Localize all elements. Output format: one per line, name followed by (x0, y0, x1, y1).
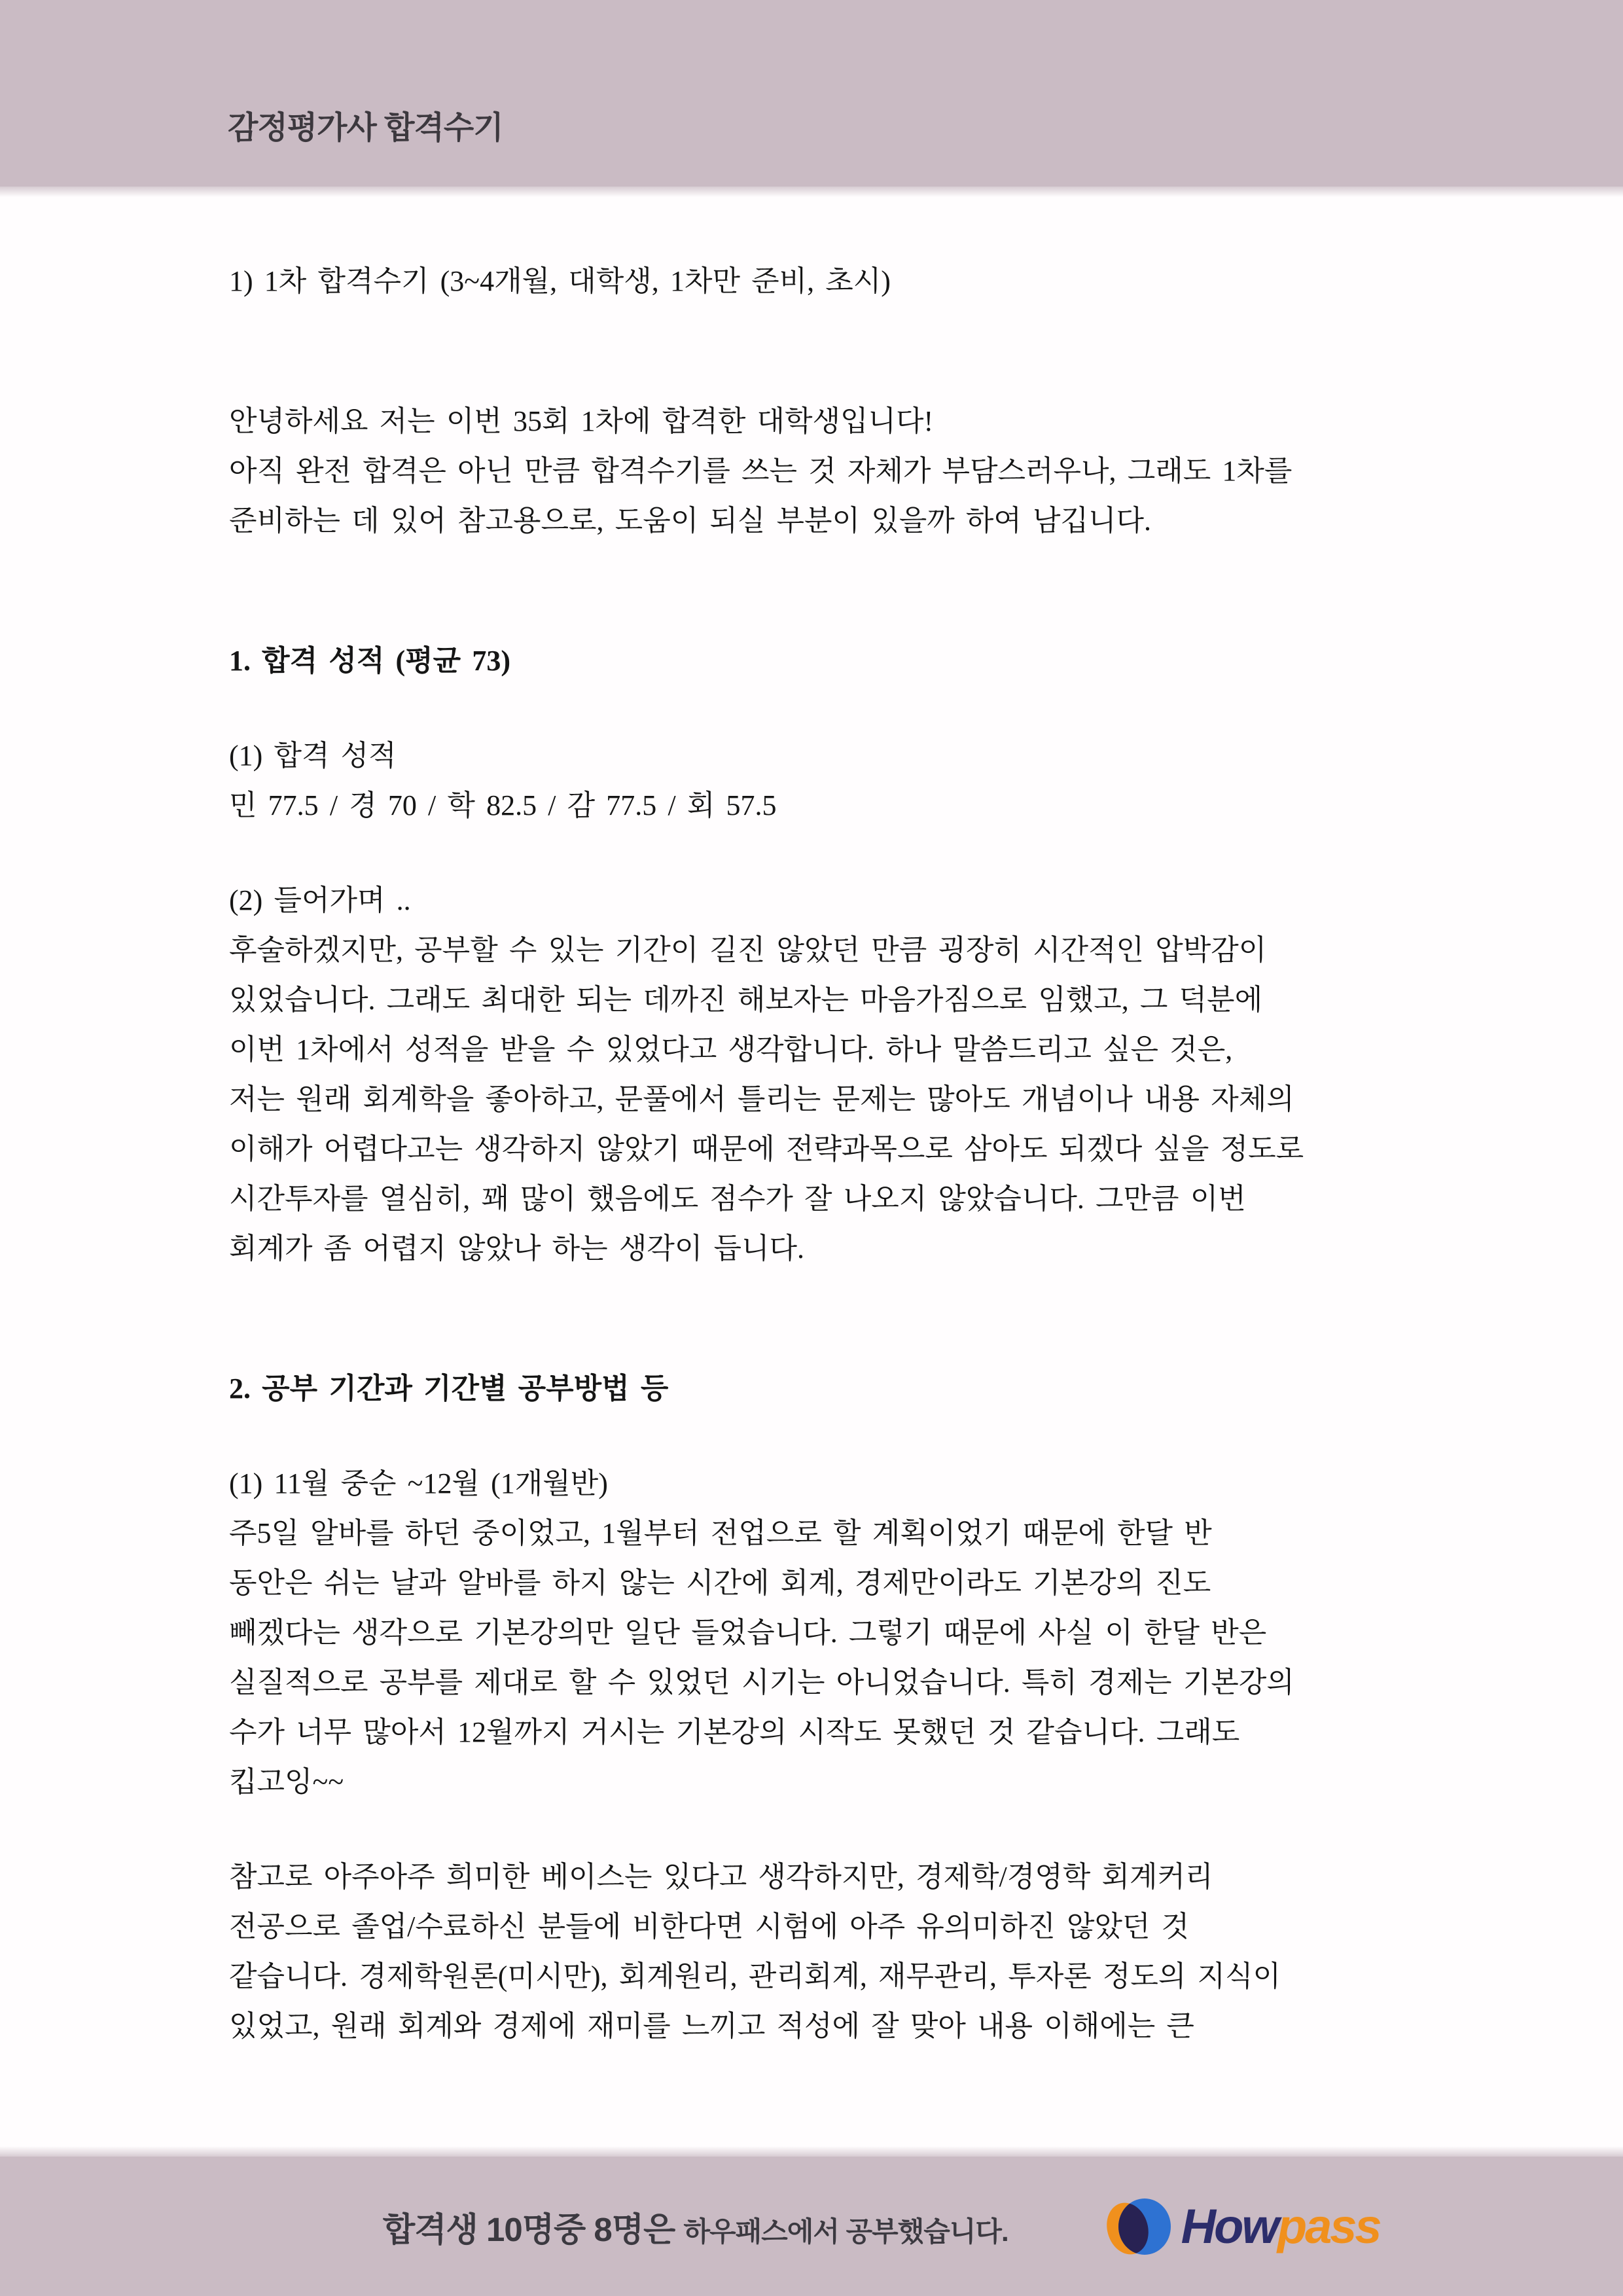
text-line: 안녕하세요 저는 이번 35회 1차에 합격한 대학생입니다! (229, 405, 934, 437)
text-line: 실질적으로 공부를 제대로 할 수 있었던 시기는 아니었습니다. 특히 경제는 기본강의 (229, 1666, 1294, 1698)
blank-line (229, 686, 1400, 731)
blank-line (229, 1414, 1400, 1459)
blank-line (229, 1807, 1400, 1852)
howpass-logo (1101, 2191, 1380, 2262)
text-line: 준비하는 데 있어 참고용으로, 도움이 되실 부분이 있을까 하여 남깁니다. (229, 505, 1152, 537)
blank-line (229, 591, 1400, 636)
howpass-word-pass: pass (1277, 2198, 1380, 2253)
text-line: 시간투자를 열심히, 꽤 많이 했음에도 점수가 잘 나오지 않았습니다. 그만큼 이번 (229, 1183, 1246, 1215)
text-line: 이해가 어렵다고는 생각하지 않았기 때문에 전략과목으로 삼아도 되겠다 싶을 정도로 (229, 1133, 1304, 1165)
footer-stat-highlight: 합격생 10명중 8명은 (383, 2210, 684, 2248)
text-line: 빼겠다는 생각으로 기본강의만 일단 들었습니다. 그렇기 때문에 사실 이 한달 반은 (229, 1617, 1267, 1649)
text-line: 동안은 쉬는 날과 알바를 하지 않는 시간에 회계, 경제만이라도 기본강의 진도 (229, 1567, 1211, 1599)
text-line: 킵고잉~~ (229, 1766, 344, 1798)
text-line: 저는 원래 회계학을 좋아하고, 문풀에서 틀리는 문제는 많아도 개념이나 내용 자체의 (229, 1083, 1294, 1115)
text-line: 있었고, 원래 회계와 경제에 재미를 느끼고 적성에 잘 맞아 내용 이해에는 큰 (229, 2010, 1194, 2042)
text-line: 수가 너무 많아서 12월까지 거시는 기본강의 시작도 못했던 것 같습니다. 그래도 (229, 1716, 1240, 1748)
blank-line (229, 306, 1400, 351)
text-line: 같습니다. 경제학원론(미시만), 회계원리, 관리회계, 재무관리, 투자론 정도의 지식이 (229, 1960, 1281, 1992)
text-line: 회계가 좀 어렵지 않았나 하는 생각이 듭니다. (229, 1232, 805, 1265)
section-heading: 1. 합격 성적 (평균 73) (229, 645, 510, 677)
footer-stat-suffix: 하우패스에서 공부했습니다. (683, 2215, 1008, 2247)
footer-band (0, 2157, 1623, 2296)
howpass-word-how: How (1181, 2198, 1277, 2253)
text-line: 참고로 아주아주 희미한 베이스는 있다고 생각하지만, 경제학/경영학 회계커리 (229, 1861, 1213, 1893)
page-title: 감정평가사 합격수기 (228, 111, 503, 145)
text-line: 아직 완전 합격은 아닌 만큼 합격수기를 쓰는 것 자체가 부담스러우나, 그래도 1차를 (229, 455, 1293, 487)
blank-line (229, 351, 1400, 397)
section-heading: 2. 공부 기간과 기간별 공부방법 등 (229, 1372, 669, 1405)
document-body (229, 257, 1400, 2051)
footer-content (0, 2157, 1623, 2296)
text-line: 민 77.5 / 경 70 / 학 82.5 / 감 77.5 / 회 57.5 (229, 789, 777, 821)
text-line: 이번 1차에서 성적을 받을 수 있었다고 생각합니다. 하나 말씀드리고 싶은 것은, (229, 1033, 1233, 1066)
text-line: 전공으로 졸업/수료하신 분들에 비한다면 시험에 아주 유의미하진 않았던 것 (229, 1910, 1190, 1943)
howpass-mark-icon (1101, 2191, 1172, 2262)
text-line: (1) 합격 성적 (229, 740, 397, 772)
text-line: (2) 들어가며 .. (229, 884, 411, 916)
header-band (0, 0, 1623, 187)
text-line: (1) 11월 중순 ~12월 (1개월반) (229, 1467, 608, 1499)
footer-stat-text (383, 2202, 1008, 2251)
text-line: 주5일 알바를 하던 중이었고, 1월부터 전업으로 할 계획이었기 때문에 한달 반 (229, 1517, 1212, 1549)
howpass-wordmark (1181, 2198, 1380, 2253)
blank-line (229, 546, 1400, 591)
text-line: 있었습니다. 그래도 최대한 되는 데까진 해보자는 마음가짐으로 임했고, 그 덕분에 (229, 984, 1263, 1016)
blank-line (229, 1319, 1400, 1364)
blank-line (229, 1274, 1400, 1319)
text-line: 후술하겠지만, 공부할 수 있는 기간이 길진 않았던 만큼 굉장히 시간적인 압박감이 (229, 934, 1267, 966)
blank-line (229, 831, 1400, 876)
text-line: 1) 1차 합격수기 (3~4개월, 대학생, 1차만 준비, 초시) (229, 265, 891, 297)
